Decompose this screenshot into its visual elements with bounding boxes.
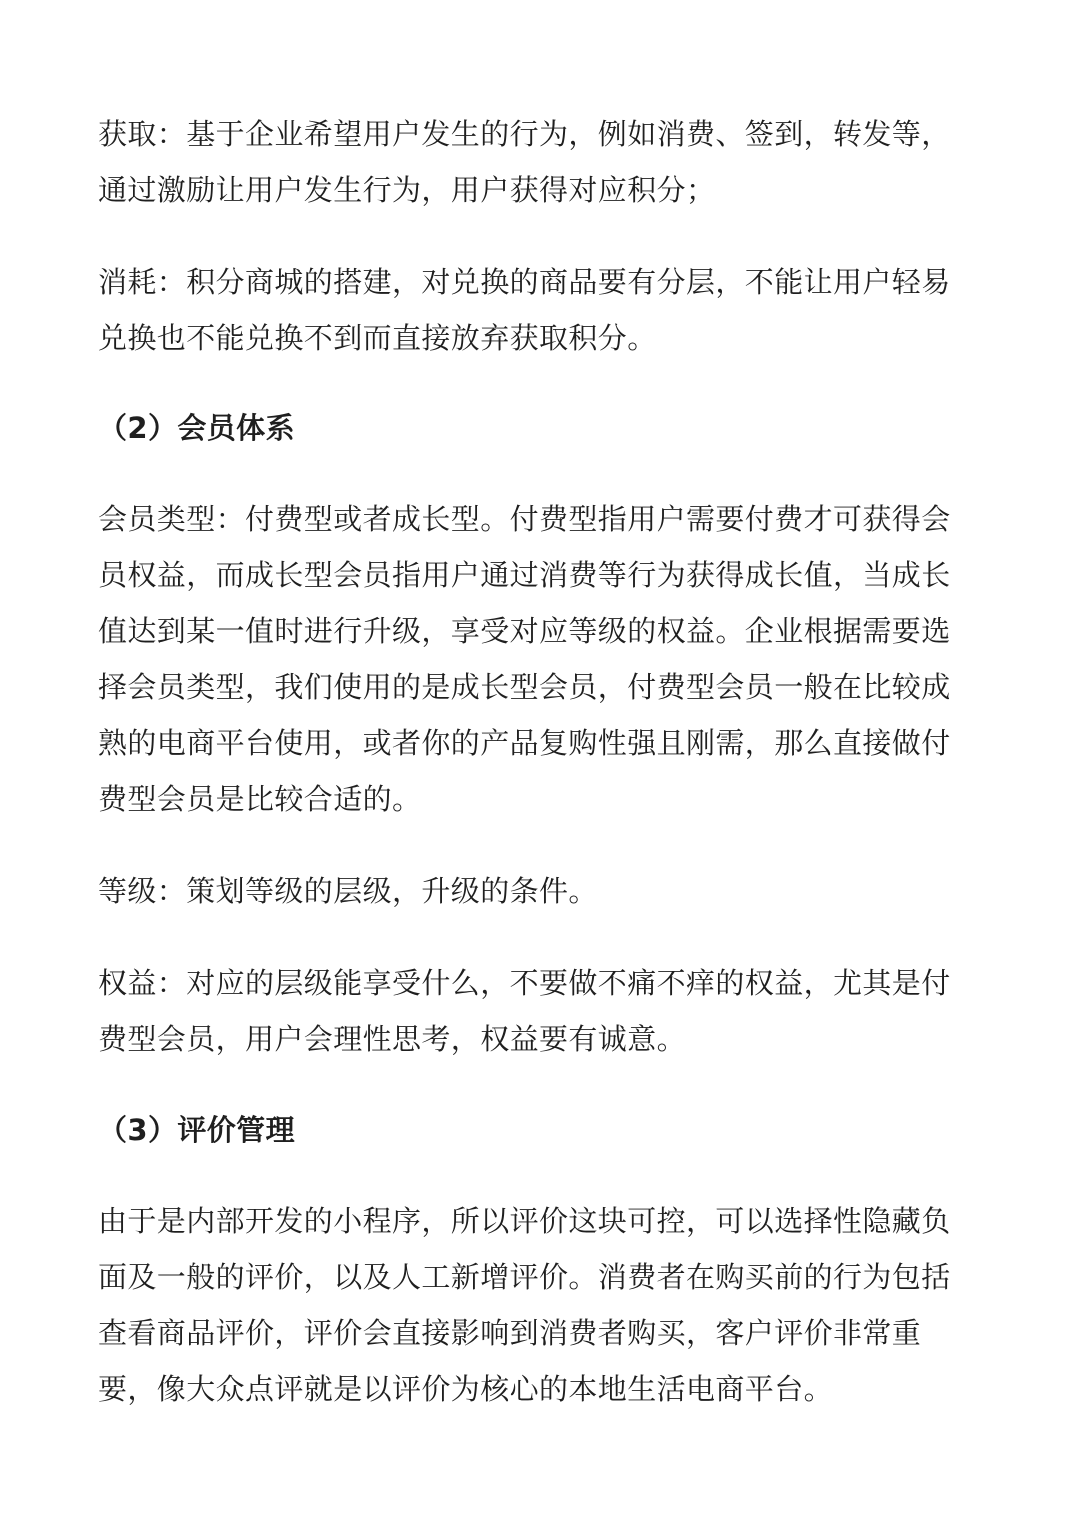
heading-member-system: （2）会员体系: [98, 411, 295, 445]
heading-review-management: （3）评价管理: [98, 1113, 295, 1147]
paragraph-benefits: 权益：对应的层级能享受什么，不要做不痛不痒的权益，尤其是付费型会员，用户会理性思考，权益要有诚意。: [98, 966, 951, 1056]
paragraph-review: 由于是内部开发的小程序，所以评价这块可控，可以选择性隐藏负面及一般的评价，以及人工新增评价。消费者在购买前的行为包括查看商品评价，评价会直接影响到消费者购买，客户评价非常重要，像大众点评就是以评价为核心的本地生活电商平台。: [98, 1204, 951, 1406]
paragraph-member-type: 会员类型：付费型或者成长型。付费型指用户需要付费才可获得会员权益，而成长型会员指用户通过消费等行为获得成长值，当成长值达到某一值时进行升级，享受对应等级的权益。企业根据需要选择会员类型，我们使用的是成长型会员，付费型会员一般在比较成熟的电商平台使用，或者你的产品复购性强且刚需，那么直接做付费型会员是比较合适的。: [98, 502, 951, 816]
paragraph-level: 等级：策划等级的层级，升级的条件。: [98, 874, 598, 908]
paragraph-consume: 消耗：积分商城的搭建，对兑换的商品要有分层，不能让用户轻易兑换也不能兑换不到而直接放弃获取积分。: [98, 265, 951, 355]
paragraph-acquire: 获取：基于企业希望用户发生的行为，例如消费、签到，转发等，通过激励让用户发生行为，用户获得对应积分；: [98, 117, 951, 207]
